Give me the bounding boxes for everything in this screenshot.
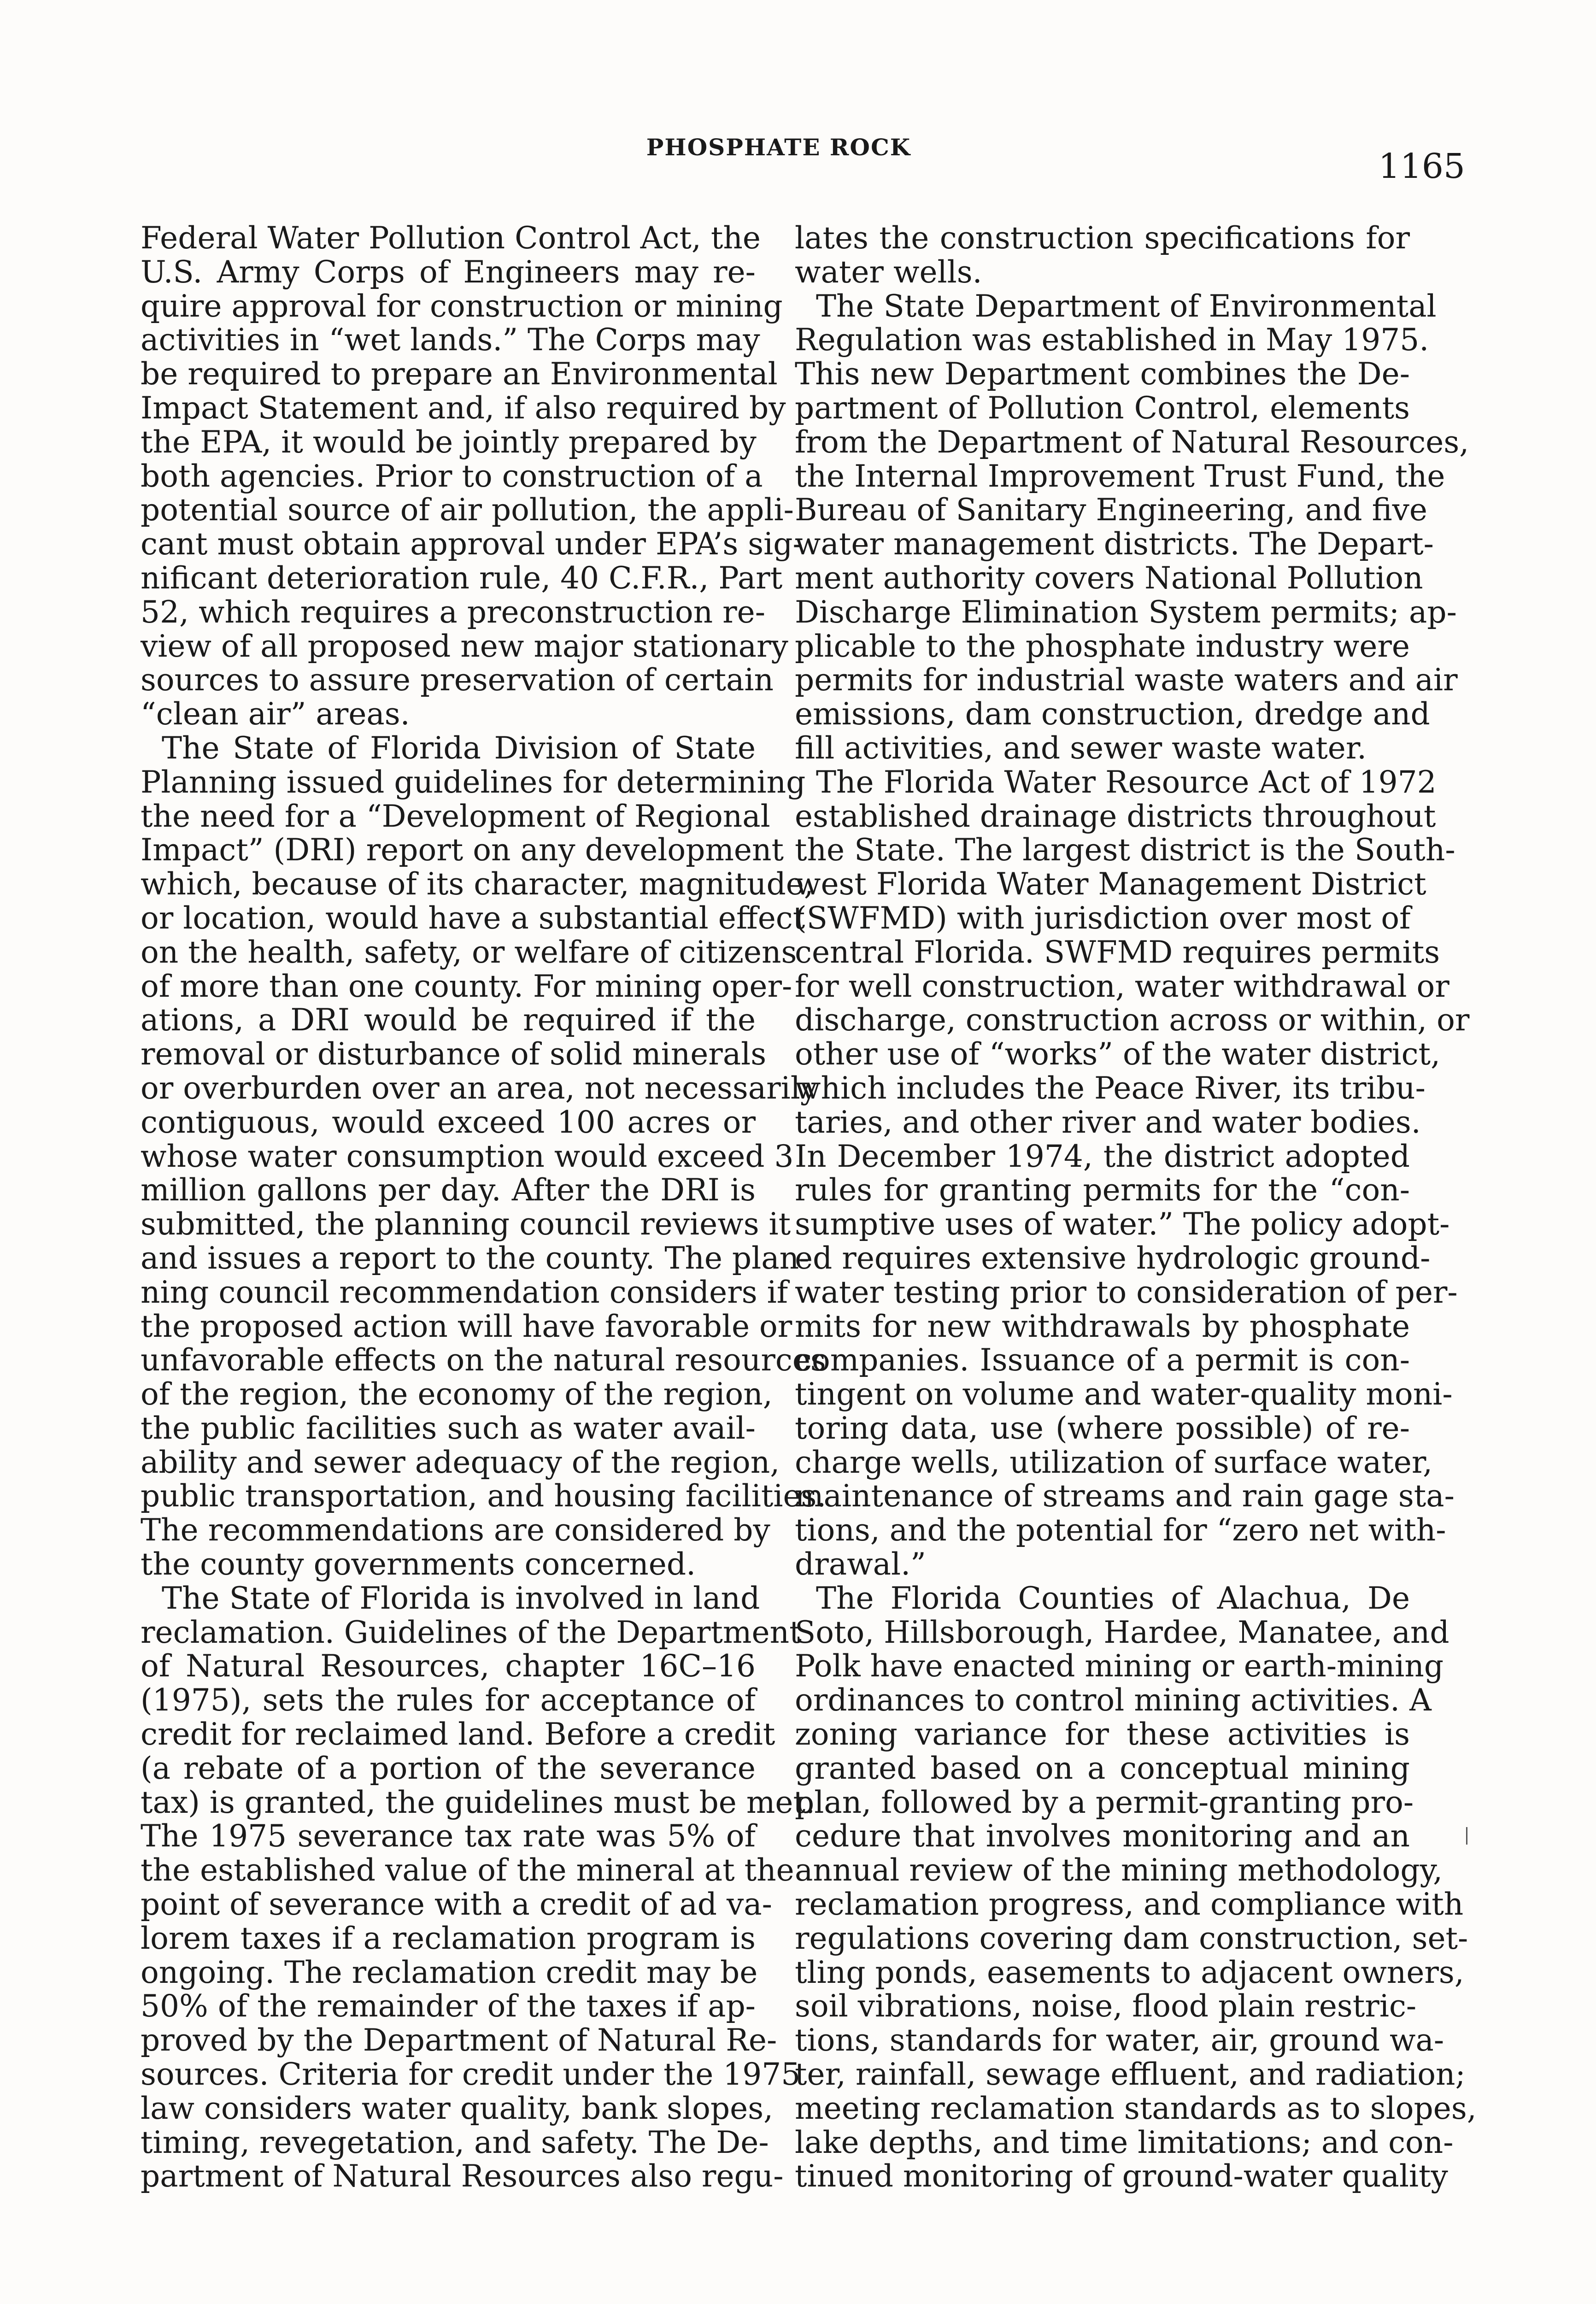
text-line: established drainage districts throughout: [795, 798, 1436, 834]
text-line: In December 1974, the district adopted: [795, 1138, 1410, 1174]
text-line: U.S. Army Corps of Engineers may re-: [141, 254, 756, 290]
text-line: toring data, use (where possible) of re-: [795, 1410, 1410, 1446]
text-line: sources. Criteria for credit under the 1975: [141, 2057, 801, 2092]
text-line: plan, followed by a permit-granting pro-: [795, 1784, 1414, 1820]
text-line: of Natural Resources, chapter 16C–16: [141, 1648, 756, 1684]
text-line: lorem taxes if a reclamation program is: [141, 1920, 756, 1956]
text-line: companies. Issuance of a permit is con-: [795, 1342, 1410, 1378]
text-line: ongoing. The reclamation credit may be: [141, 1954, 758, 1990]
text-line: the proposed action will have favorable or: [141, 1308, 792, 1344]
text-line: the need for a “Development of Regional: [141, 798, 770, 834]
text-line: public transportation, and housing facilities.: [141, 1478, 827, 1514]
text-line: ment authority covers National Pollution: [795, 560, 1423, 596]
text-line: on the health, safety, or welfare of citizens: [141, 934, 797, 970]
text-line: zoning variance for these activities is: [795, 1716, 1410, 1752]
text-line: potential source of air pollution, the appli-: [141, 492, 794, 528]
text-line: tingent on volume and water-quality moni-: [795, 1376, 1453, 1412]
text-line: or location, would have a substantial effect: [141, 900, 805, 936]
text-line: The State of Florida Division of State: [162, 730, 756, 766]
text-line: for well construction, water withdrawal or: [795, 968, 1449, 1004]
text-line: Federal Water Pollution Control Act, the: [141, 220, 761, 256]
text-line: regulations covering dam construction, set-: [795, 1920, 1468, 1956]
text-line: water testing prior to consideration of per-: [795, 1274, 1458, 1310]
text-line: tions, and the potential for “zero net with-: [795, 1512, 1446, 1548]
text-line: Impact Statement and, if also required by: [141, 390, 786, 426]
text-line: point of severance with a credit of ad va-: [141, 1887, 772, 1922]
running-title: PHOSPHATE ROCK: [646, 134, 911, 161]
text-line: submitted, the planning council reviews it: [141, 1206, 791, 1242]
text-line: ning council recommendation considers if: [141, 1274, 788, 1310]
text-line: The State of Florida is involved in land: [162, 1580, 760, 1616]
text-line: discharge, construction across or within, or: [795, 1002, 1470, 1038]
text-line: central Florida. SWFMD requires permits: [795, 934, 1440, 970]
text-line: Soto, Hillsborough, Hardee, Manatee, and: [795, 1614, 1449, 1650]
text-line: Regulation was established in May 1975.: [795, 322, 1429, 358]
text-line: ed requires extensive hydrologic ground-: [795, 1240, 1431, 1276]
text-line: lates the construction specifications for: [795, 220, 1410, 256]
text-line: other use of “works” of the water district,: [795, 1036, 1441, 1072]
text-line: The 1975 severance tax rate was 5% of: [141, 1818, 756, 1854]
text-line: The State Department of Environmental: [816, 288, 1437, 324]
text-line: lake depths, and time limitations; and con-: [795, 2124, 1454, 2160]
text-line: sources to assure preservation of certain: [141, 662, 774, 698]
text-line: tions, standards for water, air, ground wa-: [795, 2022, 1444, 2058]
text-line: emissions, dam construction, dredge and: [795, 696, 1430, 732]
text-line: meeting reclamation standards as to slopes,: [795, 2090, 1477, 2126]
left-text-column: [141, 220, 827, 2194]
text-line: timing, revegetation, and safety. The De-: [141, 2124, 769, 2160]
text-line: The recommendations are considered by: [141, 1512, 770, 1548]
text-line: Bureau of Sanitary Engineering, and five: [795, 492, 1427, 528]
text-line: plicable to the phosphate industry were: [795, 628, 1410, 664]
text-line: water wells.: [795, 254, 982, 290]
text-line: mits for new withdrawals by phosphate: [795, 1308, 1410, 1344]
text-line: fill activities, and sewer waste water.: [795, 730, 1367, 766]
text-line: tax) is granted, the guidelines must be met.: [141, 1784, 815, 1820]
text-line: “clean air” areas.: [141, 696, 410, 732]
text-line: The Florida Water Resource Act of 1972: [816, 764, 1437, 800]
text-line: Discharge Elimination System permits; ap-: [795, 594, 1457, 630]
text-line: 50% of the remainder of the taxes if ap-: [141, 1988, 756, 2024]
text-line: the EPA, it would be jointly prepared by: [141, 424, 757, 460]
text-line: Impact” (DRI) report on any development: [141, 832, 784, 868]
text-line: west Florida Water Management District: [795, 866, 1426, 902]
text-line: cedure that involves monitoring and an: [795, 1818, 1410, 1854]
text-line: the established value of the mineral at the: [141, 1852, 794, 1888]
text-line: million gallons per day. After the DRI is: [141, 1172, 756, 1208]
text-line: taries, and other river and water bodies.: [795, 1104, 1421, 1140]
text-line: (SWFMD) with jurisdiction over most of: [795, 900, 1411, 936]
text-line: permits for industrial waste waters and air: [795, 662, 1458, 698]
text-line: reclamation progress, and compliance with: [795, 1887, 1464, 1922]
text-line: granted based on a conceptual mining: [795, 1750, 1410, 1786]
text-line: ability and sewer adequacy of the region,: [141, 1444, 780, 1480]
text-line: of more than one county. For mining oper-: [141, 968, 792, 1004]
text-line: view of all proposed new major stationary: [141, 628, 788, 664]
text-line: partment of Natural Resources also regu-: [141, 2158, 784, 2194]
text-line: contiguous, would exceed 100 acres or: [141, 1104, 756, 1140]
text-line: and issues a report to the county. The plan-: [141, 1240, 810, 1276]
text-line: ter, rainfall, sewage effluent, and radiation;: [795, 2057, 1466, 2092]
text-line: the State. The largest district is the South-: [795, 832, 1455, 868]
right-text-column: [795, 220, 1477, 2194]
text-line: credit for reclaimed land. Before a credit: [141, 1716, 775, 1752]
text-line: whose water consumption would exceed 3: [141, 1138, 794, 1174]
text-line: This new Department combines the De-: [795, 356, 1410, 392]
text-line: 52, which requires a preconstruction re-: [141, 594, 765, 630]
text-line: activities in “wet lands.” The Corps may: [141, 322, 760, 358]
text-line: the Internal Improvement Trust Fund, the: [795, 458, 1445, 494]
text-line: Polk have enacted mining or earth-mining: [795, 1648, 1444, 1684]
text-line: proved by the Department of Natural Re-: [141, 2022, 777, 2058]
text-line: both agencies. Prior to construction of a: [141, 458, 763, 494]
text-line: sumptive uses of water.” The policy adopt-: [795, 1206, 1450, 1242]
text-line: cant must obtain approval under EPA’s sig-: [141, 526, 803, 562]
text-line: from the Department of Natural Resources,: [795, 424, 1469, 460]
text-line: rules for granting permits for the “con-: [795, 1172, 1410, 1208]
text-line: be required to prepare an Environmental: [141, 356, 778, 392]
text-line: or overburden over an area, not necessarily: [141, 1070, 818, 1106]
text-line: water management districts. The Depart-: [795, 526, 1434, 562]
text-line: tinued monitoring of ground-water quality: [795, 2158, 1448, 2194]
margin-mark: [1466, 1827, 1467, 1845]
text-line: charge wells, utilization of surface water,: [795, 1444, 1433, 1480]
text-line: which, because of its character, magnitude,: [141, 866, 814, 902]
text-line: quire approval for construction or mining: [141, 288, 783, 324]
text-line: of the region, the economy of the region,: [141, 1376, 773, 1412]
text-line: reclamation. Guidelines of the Department: [141, 1614, 802, 1650]
text-line: Planning issued guidelines for determining: [141, 764, 806, 800]
text-line: (1975), sets the rules for acceptance of: [141, 1682, 756, 1718]
text-line: unfavorable effects on the natural resources: [141, 1342, 826, 1378]
text-line: removal or disturbance of solid minerals: [141, 1036, 767, 1072]
text-line: ations, a DRI would be required if the: [141, 1002, 756, 1038]
text-line: partment of Pollution Control, elements: [795, 390, 1410, 426]
text-line: drawal.”: [795, 1546, 926, 1582]
text-line: ordinances to control mining activities. A: [795, 1682, 1432, 1718]
text-line: which includes the Peace River, its tribu-: [795, 1070, 1426, 1106]
text-line: law considers water quality, bank slopes,: [141, 2090, 774, 2126]
text-line: The Florida Counties of Alachua, De: [816, 1580, 1410, 1616]
text-line: soil vibrations, noise, flood plain restric-: [795, 1988, 1417, 2024]
text-line: the county governments concerned.: [141, 1546, 696, 1582]
text-line: (a rebate of a portion of the severance: [141, 1750, 756, 1786]
text-line: the public facilities such as water avail-: [141, 1410, 756, 1446]
text-line: nificant deterioration rule, 40 C.F.R., Part: [141, 560, 783, 596]
text-line: tling ponds, easements to adjacent owners,: [795, 1954, 1464, 1990]
text-line: annual review of the mining methodology,: [795, 1852, 1443, 1888]
page-number: 1165: [1378, 147, 1465, 186]
text-line: maintenance of streams and rain gage sta-: [795, 1478, 1455, 1514]
